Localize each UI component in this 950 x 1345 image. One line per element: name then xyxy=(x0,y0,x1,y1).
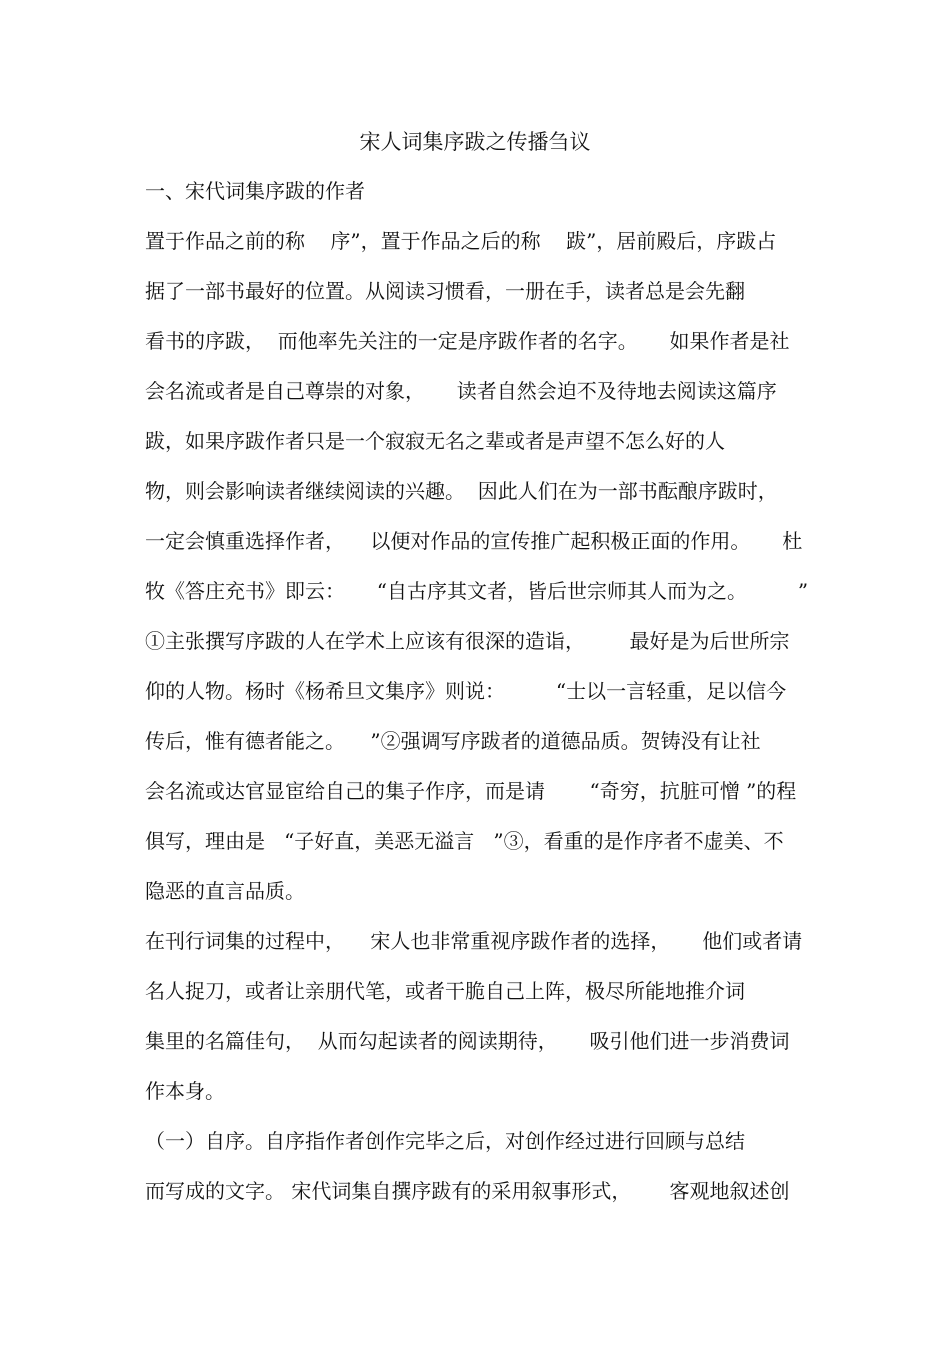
section-heading: 一、宋代词集序跋的作者 xyxy=(145,179,365,203)
text-line-10: 仰的人物。杨时《杨希旦文集序》则说： “士以一言轻重，足以信今 xyxy=(145,679,787,703)
text-line-6: 物，则会影响读者继续阅读的兴趣。 因此人们在为一部书酝酿序跋时， xyxy=(145,479,778,503)
text-line-13: 俱写，理由是 “子好直，美恶无溢言 ”③，看重的是作序者不虚美、不 xyxy=(145,829,784,853)
text-line-18: 作本身。 xyxy=(145,1079,225,1103)
text-line-14: 隐恶的直言品质。 xyxy=(145,879,305,903)
text-line-8: 牧《答庄充书》即云： “自古序其文者，皆后世宗师其人而为之。 ” xyxy=(145,579,809,603)
text-line-16: 名人捉刀，或者让亲朋代笔，或者干脆自己上阵，极尽所能地推介词 xyxy=(145,979,745,1003)
text-line-7: 一定会慎重选择作者， 以便对作品的宣传推广起积极正面的作用。 杜 xyxy=(145,529,803,553)
text-line-1: 置于作品之前的称 序”，置于作品之后的称 跋”，居前殿后，序跋占 xyxy=(145,229,777,253)
text-line-17: 集里的名篇佳句， 从而勾起读者的阅读期待， 吸引他们进一步消费词 xyxy=(145,1029,790,1053)
text-line-2: 据了一部书最好的位置。从阅读习惯看，一册在手，读者总是会先翻 xyxy=(145,279,745,303)
text-line-4: 会名流或者是自己尊崇的对象， 读者自然会迫不及待地去阅读这篇序 xyxy=(145,379,777,403)
text-line-15: 在刊行词集的过程中， 宋人也非常重视序跋作者的选择， 他们或者请 xyxy=(145,929,803,953)
text-line-11: 传后，惟有德者能之。 ”②强调写序跋者的道德品质。贺铸没有让社 xyxy=(145,729,761,753)
text-line-20: 而写成的文字。 宋代词集自撰序跋有的采用叙事形式， 客观地叙述创 xyxy=(145,1179,790,1203)
text-line-12: 会名流或达官显宦给自己的集子作序，而是请 “奇穷，抗脏可憎 ”的程 xyxy=(145,779,797,803)
text-line-3: 看书的序跋， 而他率先关注的一定是序跋作者的名字。 如果作者是社 xyxy=(145,329,790,353)
text-line-19: （一）自序。自序指作者创作完毕之后，对创作经过进行回顾与总结 xyxy=(145,1129,745,1153)
text-line-5: 跋，如果序跋作者只是一个寂寂无名之辈或者是声望不怎么好的人 xyxy=(145,429,725,453)
document-title: 宋人词集序跋之传播刍议 xyxy=(359,130,591,154)
text-line-9: ①主张撰写序跋的人在学术上应该有很深的造诣， 最好是为后世所宗 xyxy=(145,629,790,653)
